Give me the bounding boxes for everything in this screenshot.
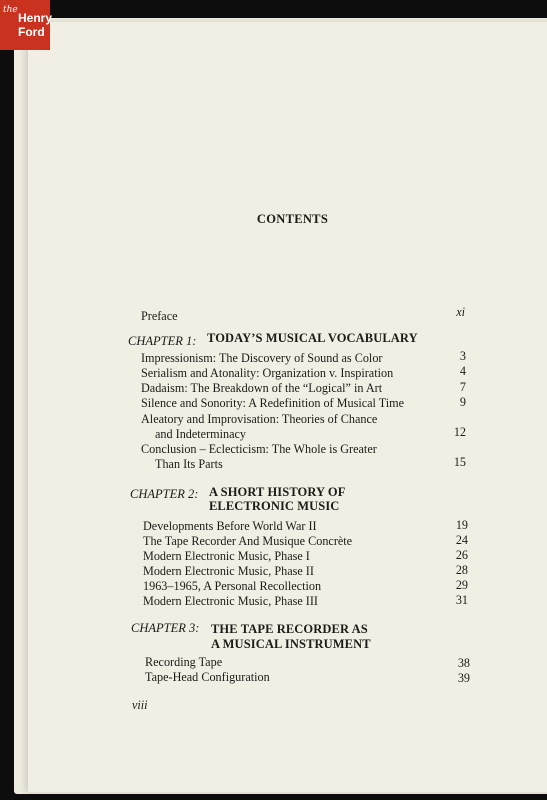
toc-entry: 1963–1965, A Personal Recollection	[143, 579, 322, 593]
toc-entry: Modern Electronic Music, Phase I	[143, 549, 310, 563]
preface-label: Preface	[141, 309, 178, 323]
toc-entry-page: 9	[459, 395, 466, 409]
toc-entry-page: 28	[455, 563, 468, 577]
chapter-3-title-line-2: A MUSICAL INSTRUMENT	[211, 637, 371, 651]
toc-entry-page: 26	[455, 548, 468, 562]
toc-entry: Modern Electronic Music, Phase II	[143, 564, 314, 578]
toc-entry: Aleatory and Improvisation: Theories of Chance	[141, 412, 378, 426]
logo-line-2: Henry	[18, 11, 53, 25]
chapter-1-title: TODAY’S MUSICAL VOCABULARY	[207, 331, 418, 345]
toc-entry-page: 38	[457, 656, 470, 670]
chapter-2-label: CHAPTER 2:	[130, 487, 199, 501]
contents-title: CONTENTS	[256, 212, 329, 226]
toc-entry: The Tape Recorder And Musique Concrète	[143, 534, 353, 548]
toc-entry: Dadaism: The Breakdown of the “Logical” in Art	[141, 381, 383, 395]
toc-entry-page: 31	[455, 593, 468, 607]
toc-entry: Tape-Head Configuration	[145, 670, 270, 684]
toc-entry-page: 19	[455, 518, 468, 532]
toc-entry-continuation: Than Its Parts	[155, 457, 223, 471]
toc-entry-page: 29	[455, 578, 468, 592]
henry-ford-logo	[0, 0, 53, 50]
chapter-3-title-line-1: THE TAPE RECORDER AS	[211, 622, 368, 636]
toc-entry: Serialism and Atonality: Organization v. Inspiration	[141, 366, 394, 380]
toc-entry-page: 12	[453, 425, 466, 439]
toc-entry-page: 39	[457, 671, 470, 685]
toc-entry-page: 24	[455, 533, 468, 547]
toc-entry: Modern Electronic Music, Phase III	[143, 594, 318, 608]
chapter-2-title-line-2: ELECTRONIC MUSIC	[209, 499, 340, 513]
toc-entry: Developments Before World War II	[143, 519, 317, 533]
chapter-2-title-line-1: A SHORT HISTORY OF	[209, 485, 346, 499]
logo-line-1: the	[3, 5, 18, 15]
chapter-3-label: CHAPTER 3:	[131, 621, 200, 635]
toc-entry: Silence and Sonority: A Redefinition of Musical Time	[141, 396, 405, 410]
toc-entry-page: 7	[459, 380, 466, 394]
toc-entry: Recording Tape	[145, 655, 223, 669]
chapter-1-label: CHAPTER 1:	[128, 334, 197, 348]
toc-entry-continuation: and Indeterminacy	[155, 427, 247, 441]
preface-page: xi	[456, 305, 465, 319]
toc-entry: Conclusion – Eclecticism: The Whole is Greater	[141, 442, 377, 456]
toc-entry-page: 15	[453, 455, 466, 469]
logo-line-3: Ford	[18, 25, 45, 39]
toc-entry: Impressionism: The Discovery of Sound as Color	[141, 351, 383, 365]
toc-entry-page: 3	[459, 349, 466, 363]
toc-entry-page: 4	[459, 364, 466, 378]
page-folio: viii	[132, 698, 148, 712]
